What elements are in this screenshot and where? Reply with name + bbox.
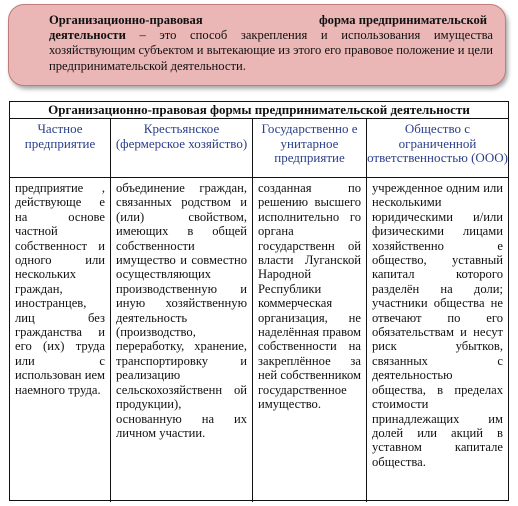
header-private-enterprise: Частное предприятие bbox=[10, 119, 111, 177]
definition-heading-left: Организационно-правовая bbox=[49, 13, 203, 27]
definition-term-tail: деятельности bbox=[49, 28, 126, 43]
header-farm-household: Крестьянское (фермерское хозяйство) bbox=[111, 119, 253, 177]
cell-state-unitary-enterprise: созданная по решению высшего исполнительно го органа государственн ой власти Луганской Народной Республики коммерческая организация, не наделённая правом собственности на закреплённое за ней собственником государственное имущество. bbox=[253, 178, 367, 502]
header-state-unitary-enterprise: Государственно е унитарное предприятие bbox=[253, 119, 367, 177]
definition-callout bbox=[8, 4, 506, 86]
cell-farm-household: объединение граждан, связанных родством и (или) свойством, имеющих в общей собственности имущество и совместно осуществляющих производственную и иную хозяйственную деятельность (производство, переработку, хранение, транспортировку и реализацию сельскохозяйственн ой продукции), основанную на их личном участии. bbox=[111, 178, 253, 502]
definition-heading-right: форма предпринимательской bbox=[318, 13, 487, 27]
table-body-row bbox=[10, 178, 508, 502]
table-title: Организационно-правовая формы предпринимательской деятельности bbox=[10, 102, 508, 119]
header-llc: Общество с ограниченной ответственностью (ООО) bbox=[367, 121, 508, 165]
table-header-row bbox=[10, 119, 508, 178]
definition-text: – это способ закрепления и использования имущества хозяйствующим субъектом и вытекающие из этого его правовое положение и цели предпринимательской деятельности. bbox=[49, 28, 493, 73]
forms-table bbox=[9, 101, 509, 501]
definition-heading bbox=[49, 13, 493, 28]
cell-llc: учрежденное одним или несколькими юридическими и/или физическими лицами хозяйственно е общество, уставный капитал которого разделён на доли; участники общества не отвечают по его обязательствам и несут риск убытков, связанных с деятельностью общества, в пределах стоимости принадлежащих им долей или акций в уставном капитале общества. bbox=[372, 181, 503, 469]
cell-private-enterprise: предприятие , действующе е на основе частной собственност и одного или нескольких граждан, иностранцев, лиц без гражданства и его (их) труда или с использован ием наемного труда. bbox=[10, 178, 111, 502]
definition-body bbox=[49, 28, 493, 74]
